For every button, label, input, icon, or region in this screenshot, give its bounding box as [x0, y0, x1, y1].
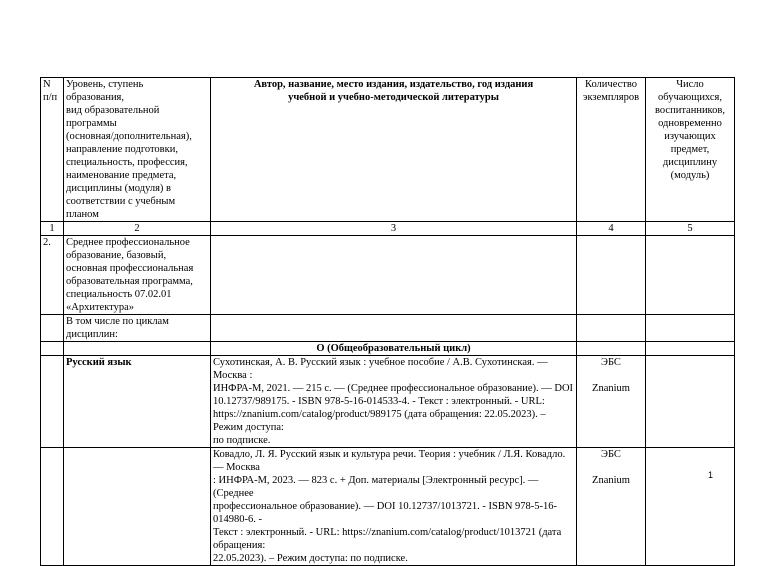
section-title: О (Общеобразовательный цикл) [211, 342, 577, 356]
program-text: Среднее профессиональное образование, базовый, основная профессиональная образовательная программа, специальность 07.02.01 «Архитектура» [64, 236, 211, 315]
header-row [41, 78, 735, 222]
book-count: ЭБС Znanium [577, 448, 646, 566]
book-reference: Ковадло, Л. Я. Русский язык и культура речи. Теория : учебник / Л.Я. Ковадло. — Москва : ИНФРА-М, 2023. — 823 с. + Доп. материалы [Электронный ресурс]. — (Среднее профессиональное образование). — DOI 10.12737/1013721. - ISBN 978-5-16-014980-6. - Текст : электронный. - URL: https://znanium.com/catalog/product/1013721 (дата обращения: 22.05.2023). – Режим доступа: по подписке. [211, 448, 577, 566]
col-number: 2 [64, 222, 211, 236]
header-num: N п/п [41, 78, 64, 222]
literature-table [40, 77, 735, 566]
col-number: 4 [577, 222, 646, 236]
col-number: 5 [646, 222, 735, 236]
book-reference: Сухотинская, А. В. Русский язык : учебное пособие / А.В. Сухотинская. — Москва : ИНФРА-М, 2021. — 215 с. — (Среднее профессиональное образование). — DOI 10.12737/989175. - ISBN 978-5-16-014533-4. - Текст : электронный. - URL: https://znanium.com/catalog/product/989175 (дата обращения: 22.05.2023). – Режим доступа: по подписке. [211, 356, 577, 448]
header-students: Число обучающихся, воспитанников, одновременно изучающих предмет, дисциплину (модуль) [646, 78, 735, 222]
book-row [41, 448, 735, 566]
header-author: Автор, название, место издания, издательство, год издания учебной и учебно-методической литературы [211, 78, 577, 222]
program-row [41, 236, 735, 315]
cycles-text: В том числе по циклам дисциплин: [64, 315, 211, 342]
col-number: 3 [211, 222, 577, 236]
program-num: 2. [41, 236, 64, 315]
section-row [41, 342, 735, 356]
cycles-row [41, 315, 735, 342]
page-number: 1 [708, 470, 714, 480]
column-numbers-row [41, 222, 735, 236]
header-count: Количество экземпляров [577, 78, 646, 222]
header-level: Уровень, ступень образования, вид образовательной программы (основная/дополнительная), направление подготовки, специальность, профессия, наименование предмета, дисциплины (модуля) в соответствии с учебным планом [64, 78, 211, 222]
book-count: ЭБС Znanium [577, 356, 646, 448]
subject-name: Русский язык [64, 356, 211, 448]
book-row [41, 356, 735, 448]
col-number: 1 [41, 222, 64, 236]
